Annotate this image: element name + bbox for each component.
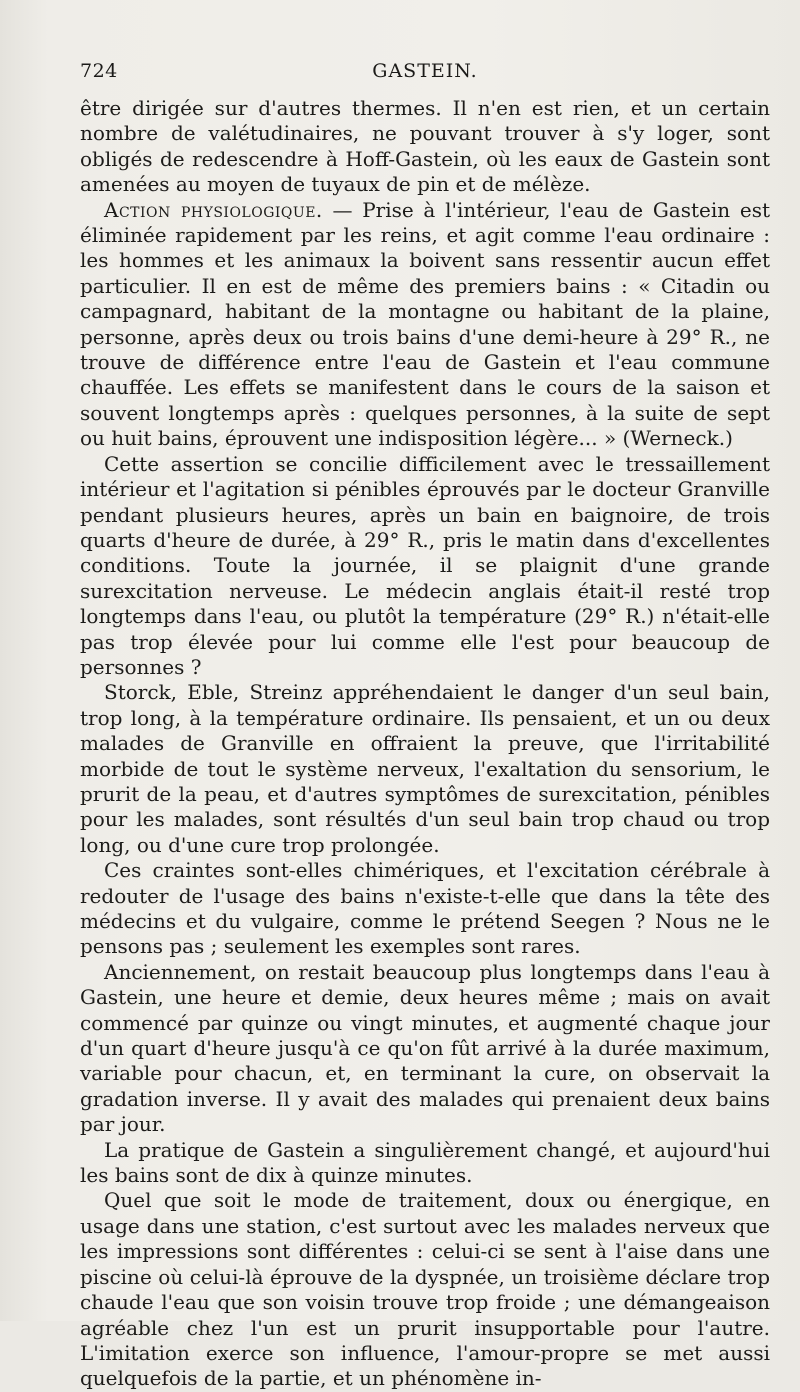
paragraph: être dirigée sur d'autres thermes. Il n'en est rien, et un certain nombre de valétudinaires, ne pouvant trouver à s'y loger, sont obligés de redescendre à Hoff-Gastein, où les eaux de Gastein sont amenées au moyen de tuyaux de pin et de mélèze. (80, 96, 770, 197)
paragraph: Cette assertion se concilie difficilement avec le tressaillement intérieur et l'agitation si pénibles éprouvés par le docteur Granville pendant plusieurs heures, après un bain en baignoire, de trois quarts d'heure de durée, à 29° R., pris le matin dans d'excellentes conditions. Toute la journée, il se plaignit d'une grande surexcitation nerveuse. Le médecin anglais était-il resté trop longtemps dans l'eau, ou plutôt la température (29° R.) n'était-elle pas trop élevée pour lui comme elle l'est pour beaucoup de personnes ? (80, 451, 770, 679)
page-number: 724 (80, 60, 118, 82)
section-heading: Action physiologique. (104, 197, 323, 222)
paragraph: Ces craintes sont-elles chimériques, et l'excitation cérébrale à redouter de l'usage des bains n'existe-t-elle que dans la tête des médecins et du vulgaire, comme le prétend Seegen ? Nous ne le pensons pas ; seulement les exemples sont rares. (80, 858, 770, 959)
running-title: GASTEIN. (372, 60, 478, 82)
paragraph: La pratique de Gastein a singulièrement changé, et aujourd'hui les bains sont de dix à quinze minutes. (80, 1137, 770, 1188)
paragraph: Storck, Eble, Streinz appréhendaient le danger d'un seul bain, trop long, à la température ordinaire. Ils pensaient, et un ou deux malades de Granville en offraient la preuve, que l'irritabilité morbide de tout le système nerveux, l'exaltation du sensorium, le prurit de la peau, et d'autres symptômes de surexcitation, pénibles pour les malades, sont résultés d'un seul bain trop chaud ou trop long, ou d'une cure trop prolongée. (80, 680, 770, 857)
paragraph: Anciennement, on restait beaucoup plus longtemps dans l'eau à Gastein, une heure et demie, deux heures même ; mais on avait commencé par quinze ou vingt minutes, et augmenté chaque jour d'un quart d'heure jusqu'à ce qu'on fût arrivé à la durée maximum, variable pour chacun, et, en terminant la cure, on observait la gradation inverse. Il y avait des malades qui prenaient deux bains par jour. (80, 959, 770, 1137)
paragraph: Action physiologique. — Prise à l'intérieur, l'eau de Gastein est éliminée rapidement par les reins, et agit comme l'eau ordinaire : les hommes et les animaux la boivent sans ressentir aucun effet particulier. Il en est de même des premiers bains : « Citadin ou campagnard, habitant de la montagne ou habitant de la plaine, personne, après deux ou trois bains d'une demi-heure à 29° R., ne trouve de différence entre l'eau de Gastein et l'eau commune chauffée. Les effets se manifestent dans le cours de la saison et souvent longtemps après : quelques personnes, à la suite de sept ou huit bains, éprouvent une indisposition légère... » (Werneck.) (80, 197, 770, 451)
body-text (80, 96, 770, 1392)
paragraph: Quel que soit le mode de traitement, doux ou énergique, en usage dans une station, c'est surtout avec les malades nerveux que les impressions sont différentes : celui-ci se sent à l'aise dans une piscine où celui-là éprouve de la dyspnée, un troisième déclare trop chaude l'eau que son voisin trouve trop froide ; une démangeaison agréable chez l'un est un prurit insupportable pour l'autre. L'imitation exerce son influence, l'amour-propre se met aussi quelquefois de la partie, et un phénomène in- (80, 1188, 770, 1391)
page-header (80, 60, 770, 90)
